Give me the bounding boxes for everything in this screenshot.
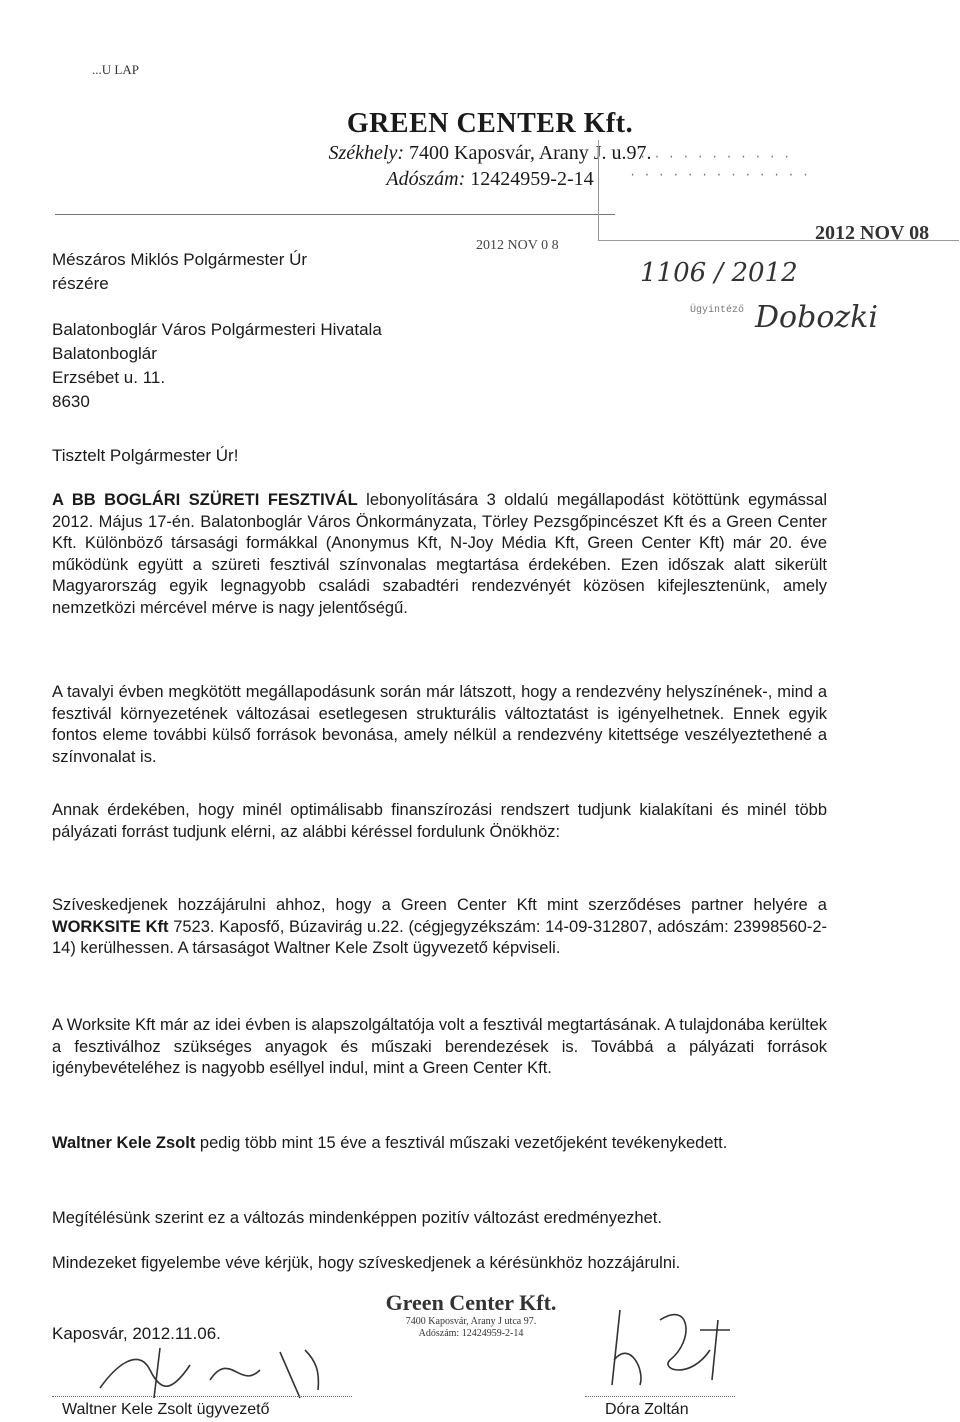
paragraph-8: Mindezeket figyelembe véve kérjük, hogy szíveskedjenek a kérésünkhöz hozzájárulni. [52,1254,681,1272]
admin-label: Ügyintéző [690,305,745,316]
tax-value: 12424959-2-14 [470,168,594,190]
tax-label: Adószám: [386,168,466,190]
registration-stamp: · · · · · · · · · · · · · · · · · · · · · · · · [598,140,959,241]
company-name: GREEN CENTER Kft. [346,108,634,139]
paragraph-4: Szíveskedjenek hozzájárulni ahhoz, hogy a Green Center Kft mint szerződéses partner helyére a WORKSITE Kft 7523. Kaposfő, Búzavirág u.22. (cégjegyzékszám: 14-09-312807, adószám: 23998560-2-14) kerülhessen. A társaságot Waltner Kele Zsolt ügyvezető képviseli. [52,896,827,957]
signer-right: Dóra Zoltán [605,1401,689,1418]
signer-left: Waltner Kele Zsolt ügyvezető [62,1401,270,1418]
stamp-address: 7400 Kaposvár, Arany J utca 97. [405,1316,537,1327]
paragraph-2: A tavalyi évben megkötött megállapodásunk során már látszott, hogy a rendezvény helyszínének-, mind a fesztivál környezetének változásai esetlegesen strukturális változtatást is igényelhetnek. Ennek egyik fontos eleme további külső források bevonása, amely nélkül a rendezvény kitettsége veszélyeztethené a színvonalat is. [52,683,827,766]
place-date: Kaposvár, 2012.11.06. [52,1324,221,1343]
signature-right [600,1300,760,1395]
salutation: Tisztelt Polgármester Úr! [52,446,239,465]
person-name: Waltner Kele Zsolt [52,1134,196,1152]
seat-label: Székhely: [328,142,404,164]
recipient-name: Mészáros Miklós Polgármester Úr [52,250,308,269]
paragraph-5: A Worksite Kft már az idei évben is alapszolgáltatója volt a fesztivál megtartásának. A tulajdonába kerültek a fesztiválhoz szükséges anyagok és műszaki berendezések is. Továbbá a pályázati források igénybevételéhez is nagyobb eséllyel indul, mint a Green Center Kft. [52,1016,827,1077]
registration-number: 1106 / 2012 [640,258,798,288]
recipient-for: részére [52,274,109,293]
paragraph-6: Waltner Kele Zsolt pedig több mint 15 éve a fesztivál műszaki vezetőjeként tevékenykedett. [52,1134,728,1152]
corner-note: ...U LAP [92,62,139,77]
received-date-stamp: 2012 NOV 0 8 [476,238,559,253]
signature-left [90,1340,350,1402]
recipient-street: Erzsébet u. 11. [52,368,166,387]
seat-value: 7400 Kaposvár, Arany J. u.97. [409,142,652,164]
paragraph-1: A BB BOGLÁRI SZÜRETI FESZTIVÁL lebonyolítására 3 oldalú megállapodást kötöttünk egymással 2012. Május 17-én. Balatonboglár Város Önkormányzata, Törley Pezsgőpincészet Kft és a Green Center Kft. Különböző társasági formákkal (Anonymus Kft, N-Joy Média Kft, Green Center Kft) már 20. éve működünk együtt a szüreti fesztivál színvonalas megtartása érdekében. Ezen időszak alatt sikerült Magyarország egyik legnagyobb családi szabadtéri rendezvényét közösen kifejlesztenünk, amely nemzetközi mércével mérve is nagy jelentőségű. [52,491,827,617]
stamp-taxid: Adószám: 12424959-2-14 [418,1328,524,1339]
worksite-name: WORKSITE Kft [52,917,169,936]
festival-name: A BB BOGLÁRI SZÜRETI FESZTIVÁL [52,491,358,509]
header-divider [55,214,615,215]
paragraph-7: Megítélésünk szerint ez a változás mindenképpen pozitív változást eredményezhet. [52,1209,662,1227]
recipient-office: Balatonboglár Város Polgármesteri Hivatala [52,320,382,339]
admin-handwriting: Dobozki [755,300,878,335]
recipient-city: Balatonboglár [52,344,157,363]
stamp-company-name: Green Center Kft. [385,1290,557,1315]
recipient-zip: 8630 [52,392,90,411]
company-stamp [356,1290,586,1340]
paragraph-3: Annak érdekében, hogy minél optimálisabb finanszírozási rendszert tudjunk kialakítani és minél több pályázati forrást tudjunk elérni, az alábbi kéréssel fordulunk Önökhöz: [52,801,827,841]
stamp-date-corner: 2012 NOV 08 [815,222,930,244]
